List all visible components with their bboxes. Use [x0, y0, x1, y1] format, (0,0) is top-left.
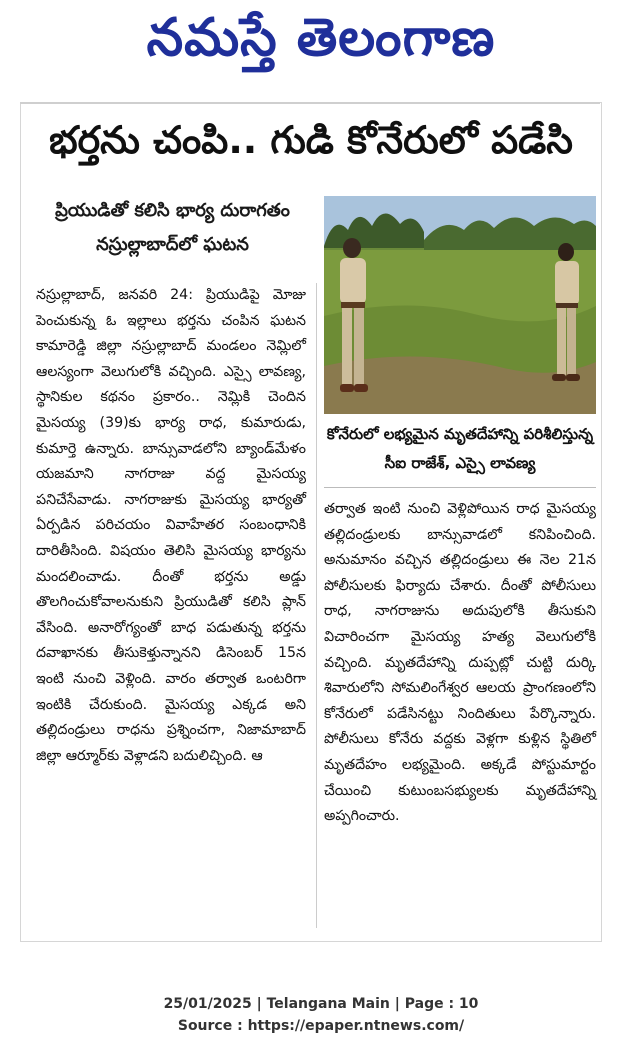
article-subheadline-2: నస్రుల్లాబాద్‌లో ఘటన — [96, 234, 249, 255]
officer-left-figure — [340, 238, 368, 392]
footer-date-edition: 25/01/2025 | Telangana Main | Page : 10 — [163, 996, 479, 1012]
article-body-left-column: నస్రుల్లాబాద్, జనవరి 24: ప్రియుడిపై మోజు పెంచుకున్న ఓ ఇల్లాలు భర్తను చంపిన ఘటన కామారెడ్డి జిల్లా నస్రుల్లాబాద్ మండలం నెమ్లిలో ఆలస్యంగా వెలుగులోకి వచ్చింది. ఎస్సై లావణ్య, స్థానికుల కథనం ప్రకారం.. నెమ్లికి చెందిన మైసయ్య (39)కు భార్య రాధ, కుమారుడు, కుమార్తె ఉన్నారు. బాన్సువాడలోని బ్యాండ్‌మేళం యజమాని నాగరాజు వద్ద మైసయ్య పనిచేసేవాడు. నాగరాజుకు మైసయ్య భార్యతో ఏర్పడిన పరిచయం వివాహేతర సంబంధానికి దారితీసింది. విషయం తెలిసి మైసయ్య భార్యను మందలించాడు. దీంతో భర్తను అడ్డు తొలగించుకోవాలనుకుని ప్రియుడితో కలిసి ప్లాన్ వేసింది. అనారోగ్యంతో బాధ పడుతున్న భర్తను దవాఖానకు తీసుకెళ్తున్నానని డిసెంబర్ 15న ఇంటి నుంచి వెళ్లింది. వారం తర్వాత ఒంటరిగా ఇంటికి చేరుకుంది. మైసయ్య ఎక్కడ అని తల్లిదండ్రులు రాధను ప్రశ్నించగా, నిజామాబాద్ జిల్లా ఆర్మూర్‌కు వెళ్లాడని బదులిచ్చింది. ఆ — [36, 287, 306, 764]
masthead — [0, 0, 642, 88]
photo-caption: కోనేరులో లభ్యమైన మృతదేహాన్ని పరిశీలిస్తున్న సీఐ రాజేశ్, ఎస్సై లావణ్య — [326, 425, 594, 472]
article-photo — [324, 196, 596, 414]
article-headline: భర్తను చంపి.. గుడి కోనేరులో పడేసి — [49, 118, 573, 162]
column-divider — [316, 283, 317, 928]
top-divider — [20, 102, 600, 104]
article-body-right-column: తర్వాత ఇంటి నుంచి వెళ్లిపోయిన రాధ మైసయ్య తల్లిదండ్రులకు బాన్సువాడలో కనిపించింది. అనుమానం వచ్చిన తల్లిదండ్రులు ఈ నెల 21న పోలీసులకు ఫిర్యాదు చేశారు. దీంతో పోలీసులు రాధ, నాగరాజును అదుపులోకి తీసుకుని విచారించగా మైసయ్య హత్య వెలుగులోకి వచ్చింది. మృతదేహాన్ని దుప్పట్లో చుట్టి దుర్కి శివారులోని సోమలింగేశ్వర ఆలయ ప్రాంగణంలోని కోనేరులో పడేసినట్టు నిందితులు పేర్కొన్నారు. పోలీసులు కోనేరు వద్దకు వెళ్లగా కుళ్లిన స్థితిలో మృతదేహం లభ్యమైంది. అక్కడే పోస్టుమార్టం చేయించి కుటుంబసభ్యులకు మృతదేహాన్ని అప్పగించారు. — [324, 501, 596, 825]
footer-source: Source : https://epaper.ntnews.com/ — [177, 1018, 465, 1034]
newspaper-logo: నమస్తే తెలంగాణ — [146, 7, 496, 68]
caption-divider — [324, 487, 596, 488]
article-subheadline-1: ప్రియుడితో కలిసి భార్య దురాగతం — [55, 200, 290, 221]
